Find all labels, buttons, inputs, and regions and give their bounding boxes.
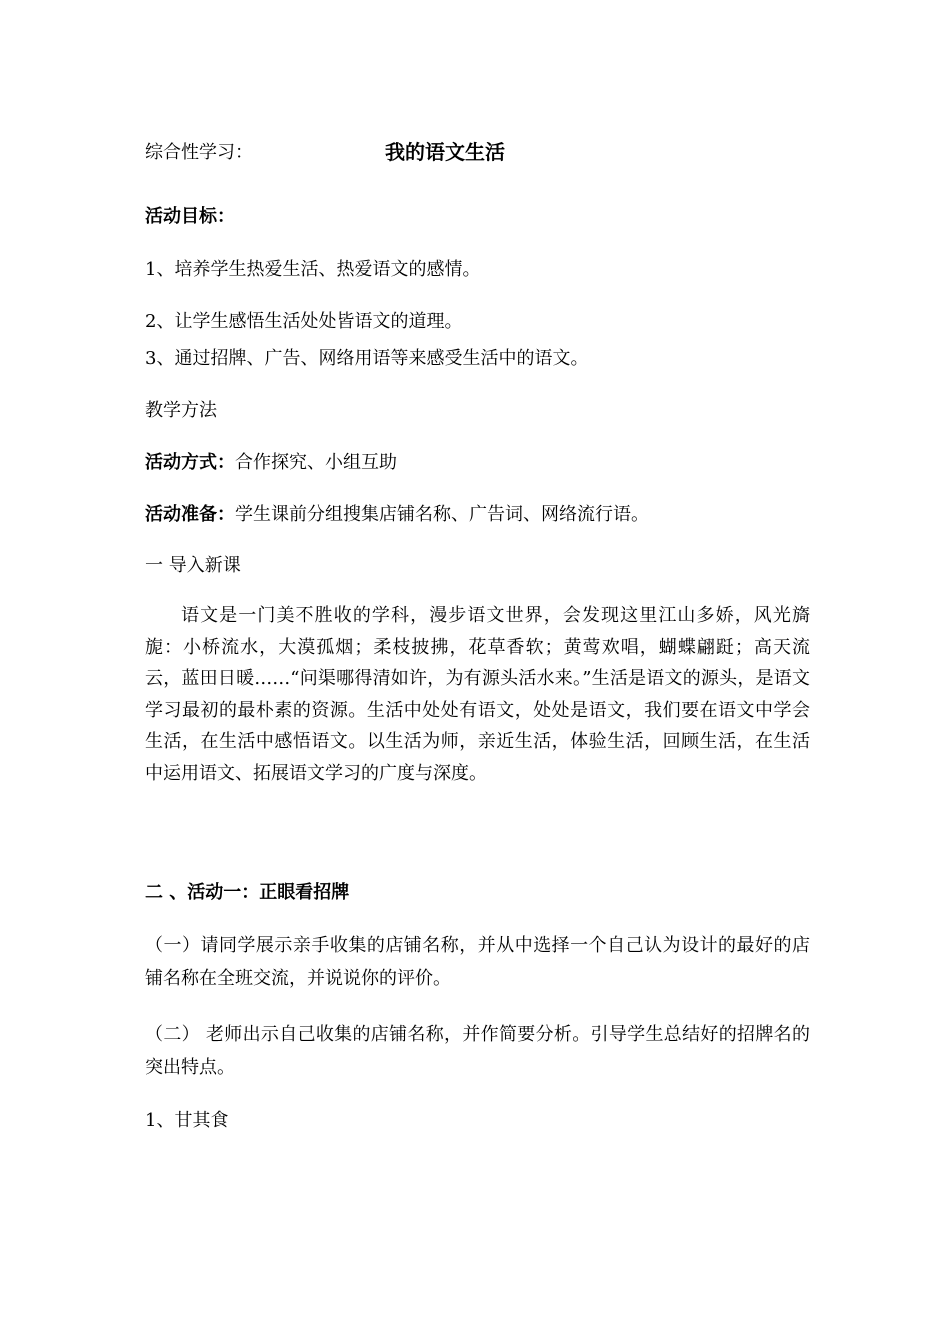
method-heading: 教学方法	[145, 400, 217, 421]
preparation-label: 活动准备：	[145, 504, 235, 525]
activity-style-value: 合作探究、小组互助	[235, 452, 397, 473]
preparation	[145, 503, 649, 527]
header-label: 综合性学习：	[145, 142, 253, 163]
activity-style-label: 活动方式：	[145, 452, 235, 473]
page-title: 我的语文生活	[385, 140, 505, 164]
goal-item-2: 2、让学生感悟生活处处皆语文的道理。	[145, 311, 463, 332]
section1-heading: 一 导入新课	[145, 555, 241, 576]
section2-heading: 二 、活动一：正眼看招牌	[145, 882, 350, 903]
section2-item-2: （二） 老师出示自己收集的店铺名称，并作简要分析。引导学生总结好的招牌名的突出特点。	[145, 1024, 810, 1078]
preparation-value: 学生课前分组搜集店铺名称、广告词、网络流行语。	[235, 504, 649, 525]
goal-item-3: 3、通过招牌、广告、网络用语等来感受生活中的语文。	[145, 348, 589, 369]
section2-sub-item-1: 1、甘其食	[145, 1110, 229, 1131]
activity-style	[145, 451, 397, 475]
intro-paragraph: 语文是一门美不胜收的学科，漫步语文世界，会发现这里江山多娇，风光旖旎：小桥流水，大漠孤烟；柔枝披拂，花草香软；黄莺欢唱，蝴蝶翩跹；高天流云，蓝田日暖……“问渠哪得清如许，为有源头活水来。”生活是语文的源头，是语文学习最初的最朴素的资源。生活中处处有语文，处处是语文，我们要在语文中学会生活，在生活中感悟语文。以生活为师，亲近生活，体验生活，回顾生活，在生活中运用语文、拓展语文学习的广度与深度。	[145, 605, 810, 784]
section2-item-1: （一）请同学展示亲手收集的店铺名称，并从中选择一个自己认为设计的最好的店铺名称在全班交流，并说说你的评价。	[145, 935, 810, 989]
goals-heading: 活动目标：	[145, 206, 235, 227]
goal-item-1: 1、培养学生热爱生活、热爱语文的感情。	[145, 259, 481, 280]
